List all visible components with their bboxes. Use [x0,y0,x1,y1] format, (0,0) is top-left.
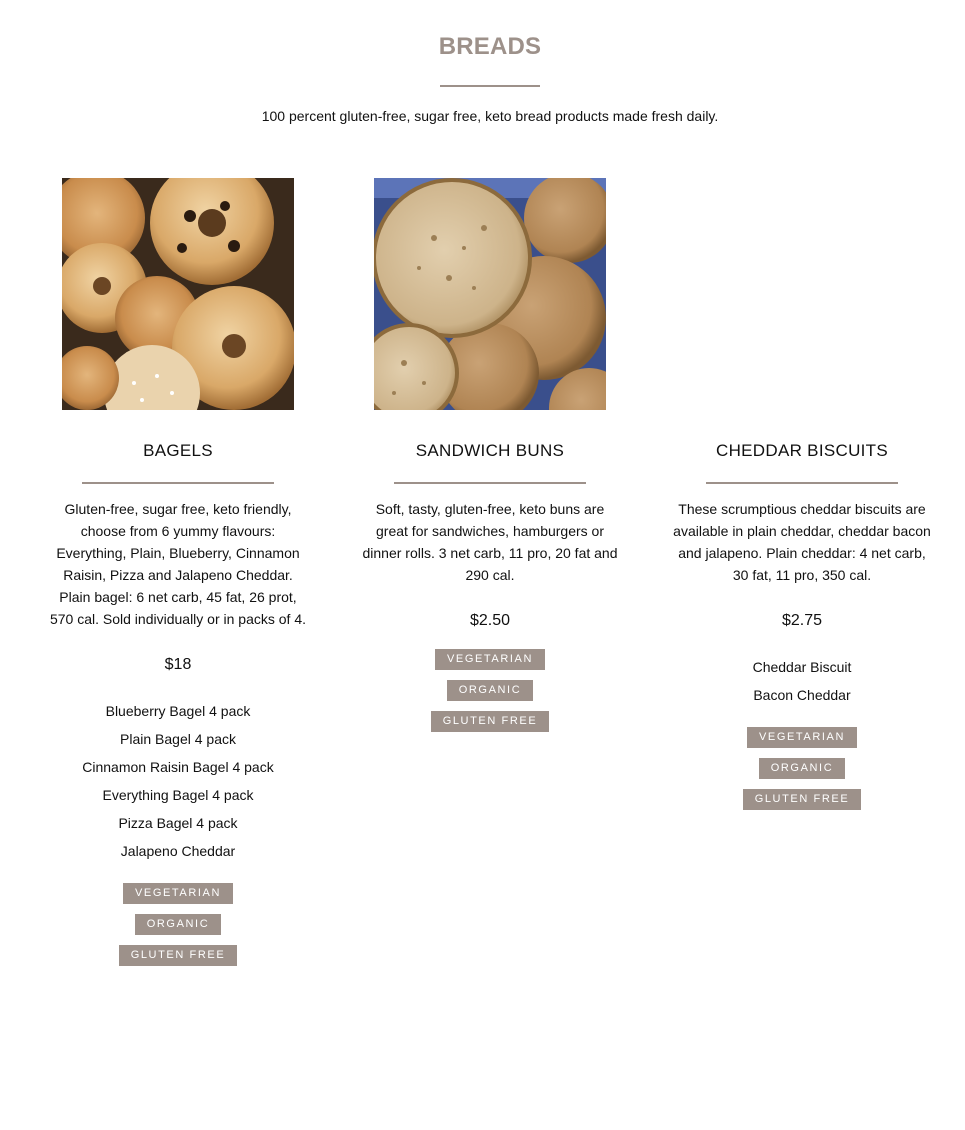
tag-vegetarian[interactable]: VEGETARIAN [435,649,545,670]
option-item[interactable]: Pizza Bagel 4 pack [118,815,238,831]
product-card-sandwich-buns [358,178,622,732]
option-item[interactable]: Blueberry Bagel 4 pack [105,703,251,719]
option-item[interactable]: Plain Bagel 4 pack [120,731,236,747]
product-name[interactable]: SANDWICH BUNS [415,441,565,460]
tag-organic[interactable]: ORGANIC [447,680,534,701]
tag-vegetarian[interactable]: VEGETARIAN [123,883,233,904]
tag-gluten-free[interactable]: GLUTEN FREE [431,711,550,732]
product-price: $18 [164,656,192,673]
section-title: BREADS [438,33,542,60]
option-item[interactable]: Jalapeno Cheddar [120,843,236,859]
product-options [46,697,310,865]
product-divider [82,482,274,484]
option-item[interactable]: Cinnamon Raisin Bagel 4 pack [82,759,274,775]
product-tags [670,727,934,810]
sandwich-buns-photo[interactable] [374,178,606,410]
product-tags [46,883,310,966]
product-description: These scrumptious cheddar biscuits are available in plain cheddar, cheddar bacon and jalapeno. Plain cheddar: 4 net carb, 30 fat, 11 pro, 350 cal. [673,501,931,583]
product-card-bagels [46,178,310,966]
option-item[interactable]: Bacon Cheddar [753,687,851,703]
section-divider [440,85,540,87]
tag-organic[interactable]: ORGANIC [759,758,846,779]
tag-vegetarian[interactable]: VEGETARIAN [747,727,857,748]
product-price: $2.50 [469,612,511,629]
bagels-photo[interactable] [62,178,294,410]
product-description: Gluten-free, sugar free, keto friendly, choose from 6 yummy flavours: Everything, Plain, Blueberry, Cinnamon Raisin, Pizza and Jalapeno Cheddar. Plain bagel: 6 net carb, 45 fat, 26 prot, 570 cal. Sold individually or in packs of 4. [49,501,307,627]
product-options [670,653,934,709]
option-item[interactable]: Everything Bagel 4 pack [102,787,254,803]
tag-gluten-free[interactable]: GLUTEN FREE [119,945,238,966]
product-divider [394,482,586,484]
product-tags [358,649,622,732]
tag-gluten-free[interactable]: GLUTEN FREE [743,789,862,810]
section-subtitle: 100 percent gluten-free, sugar free, keto bread products made fresh daily. [261,108,719,124]
product-divider [706,482,898,484]
tag-organic[interactable]: ORGANIC [135,914,222,935]
product-description: Soft, tasty, gluten-free, keto buns are great for sandwiches, hamburgers or dinner rolls. 3 net carb, 11 pro, 20 fat and 290 cal. [362,501,618,583]
product-name[interactable]: CHEDDAR BISCUITS [716,441,888,460]
product-card-cheddar-biscuits [670,178,934,810]
option-item[interactable]: Cheddar Biscuit [752,659,852,675]
product-price: $2.75 [781,612,823,629]
product-name[interactable]: BAGELS [143,441,213,460]
cheddar-biscuits-photo-placeholder [686,178,918,410]
